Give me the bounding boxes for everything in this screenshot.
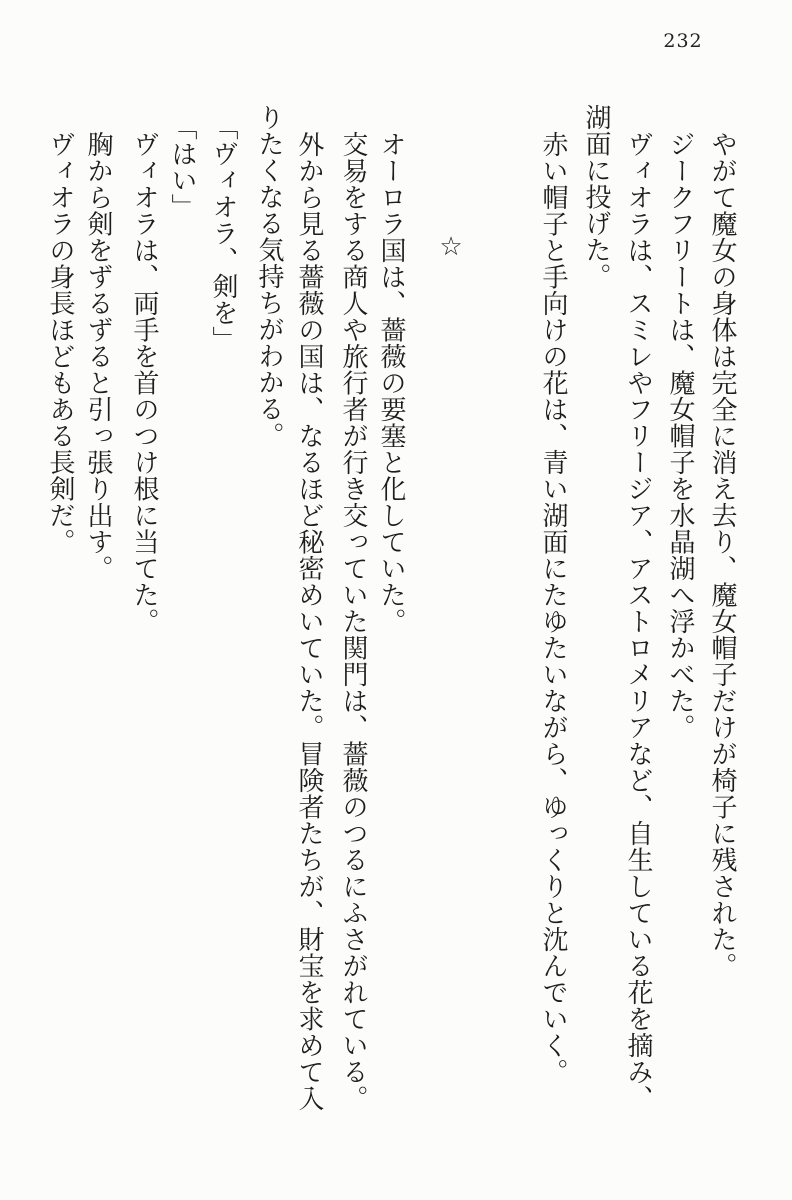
- text-line-11: 胸から剣をずるずると引っ張り出す。: [83, 131, 113, 582]
- text-line-1: やがて魔女の身体は完全に消え去り、魔女帽子だけが椅子に残された。: [707, 131, 737, 979]
- page-number: 232: [663, 30, 703, 52]
- text-line-12: ヴィオラの身長ほどもある長剣だ。: [45, 131, 75, 555]
- star-icon: ☆: [436, 232, 466, 262]
- dialogue-line-1: 「ヴィオラ、剣を」: [208, 114, 238, 353]
- section-divider: [431, 232, 471, 262]
- text-line-3: ヴィオラは、スミレやフリージア、アストロメリアなど、自生している花を摘み、: [623, 131, 653, 1112]
- text-line-2: ジークフリートは、魔女帽子を水晶湖へ浮かべた。: [665, 131, 695, 741]
- text-line-10: ヴィオラは、両手を首のつけ根に当てた。: [129, 131, 159, 635]
- dialogue-line-2: 「はい」: [167, 114, 197, 220]
- text-line-5: 赤い帽子と手向けの花は、青い湖面にたゆたいながら、ゆっくりと沈んでいく。: [538, 131, 568, 1085]
- text-line-8: 外から見る薔薇の国は、なるほど秘密めいていた。冒険者たちが、財宝を求めて入: [294, 131, 324, 1112]
- text-line-4: 湖面に投げた。: [581, 104, 611, 290]
- text-line-9: りたくなる気持ちがわかる。: [254, 104, 284, 449]
- text-line-6: オーロラ国は、薔薇の要塞と化していた。: [376, 131, 406, 635]
- text-line-7: 交易をする商人や旅行者が行き交っていた関門は、薔薇のつるにふさがれている。: [338, 131, 368, 1112]
